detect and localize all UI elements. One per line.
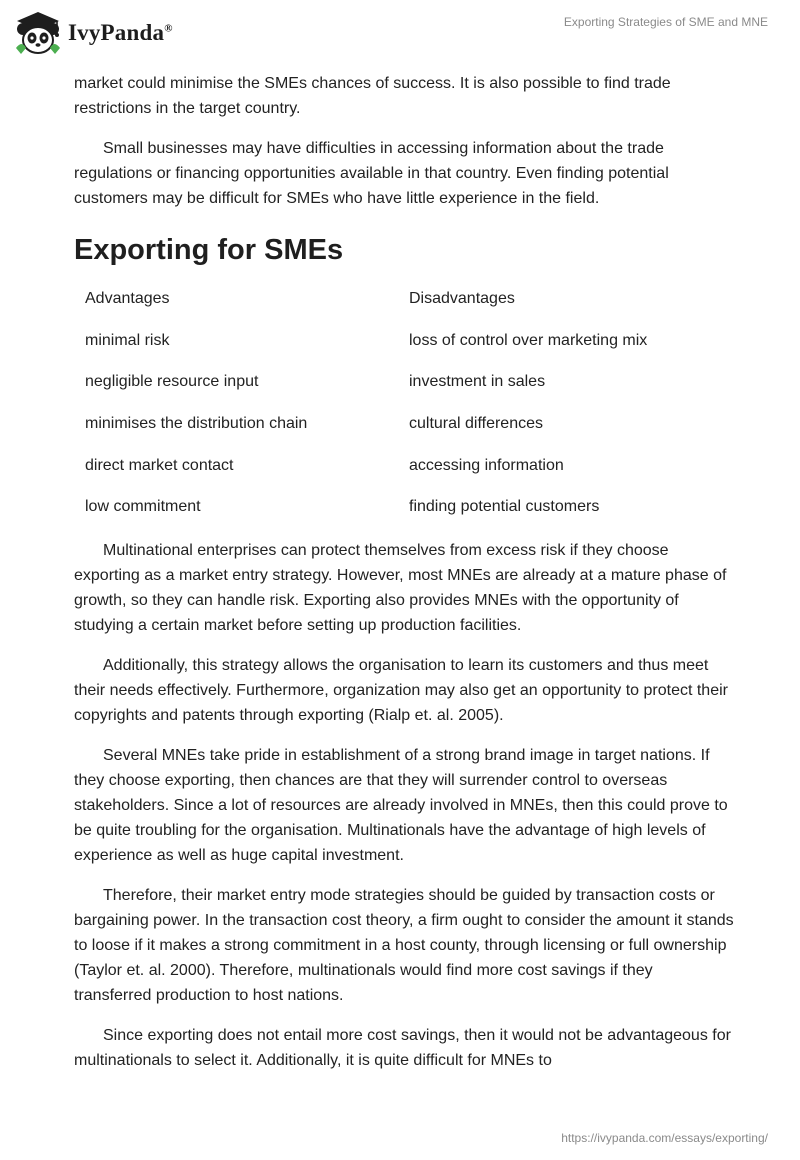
table-cell: negligible resource input <box>85 373 259 391</box>
table-cell: loss of control over marketing mix <box>409 331 648 349</box>
section-heading: Exporting for SMEs <box>74 234 344 266</box>
source-url-link[interactable]: https://ivypanda.com/essays/exporting/ <box>561 1131 768 1145</box>
ivypanda-logo[interactable] <box>14 8 173 58</box>
table-cell: accessing information <box>409 456 564 474</box>
paragraph: Since exporting does not entail more cost savings, then it would not be advantageous for multinationals to select it. Additionally, it is quite difficult for MNEs to <box>74 1027 731 1070</box>
table-cell: direct market contact <box>85 456 234 474</box>
document-title: Exporting Strategies of SME and MNE <box>563 15 768 29</box>
table-header-disadvantages: Disadvantages <box>409 290 515 307</box>
panda-graduation-icon <box>14 10 62 56</box>
table-cell: finding potential customers <box>409 498 600 516</box>
table-row <box>74 371 734 413</box>
table-cell: investment in sales <box>409 373 546 391</box>
table-cell: minimises the distribution chain <box>85 415 308 433</box>
paragraph: market could minimise the SMEs chances of success. It is also possible to find trade restrictions in the target country. <box>74 75 671 117</box>
advantages-table <box>74 288 734 538</box>
brand-name: IvyPanda® <box>68 20 173 45</box>
table-header-advantages: Advantages <box>85 290 170 307</box>
paragraph: Several MNEs take pride in establishment of a strong brand image in target nations. If they choose exporting, then chances are that they will surrender control to overseas stakeholders. Since a lot of resources are already involved in MNEs, then this could prove to be quite troubling for the organisation. Multinationals have the advantage of high levels of experience as well as huge capital investment. <box>74 747 728 865</box>
paragraph: Therefore, their market entry mode strategies should be guided by transaction costs or bargaining power. In the transaction cost theory, a firm ought to consider the amount it stands to loose if it makes a strong commitment in a host county, through licensing or full ownership (Taylor et. al. 2000). Therefore, multinationals would find more cost savings if they transferred production to host nations. <box>74 887 734 1005</box>
table-cell: low commitment <box>85 498 201 516</box>
table-row <box>74 496 734 538</box>
table-cell: minimal risk <box>85 331 170 349</box>
essay-body <box>74 70 734 1073</box>
table-row <box>74 330 734 372</box>
table-row <box>74 413 734 455</box>
table-header-row <box>74 288 734 330</box>
paragraph: Additionally, this strategy allows the organisation to learn its customers and thus meet their needs effectively. Furthermore, organization may also get an opportunity to protect their copyrights and patents through exporting (Rialp et. al. 2005). <box>74 657 728 725</box>
table-row <box>74 455 734 497</box>
table-cell: cultural differences <box>409 415 543 433</box>
paragraph: Small businesses may have difficulties in accessing information about the trade regulations or financing opportunities available in that country. Even finding potential customers may be difficult for SMEs who have little experience in the field. <box>74 140 669 207</box>
paragraph: Multinational enterprises can protect themselves from excess risk if they choose exporting as a market entry strategy. However, most MNEs are already at a mature phase of growth, so they can handle risk. Exporting also provides MNEs with the opportunity of studying a certain market before setting up production facilities. <box>74 542 727 635</box>
page-header <box>0 0 800 70</box>
